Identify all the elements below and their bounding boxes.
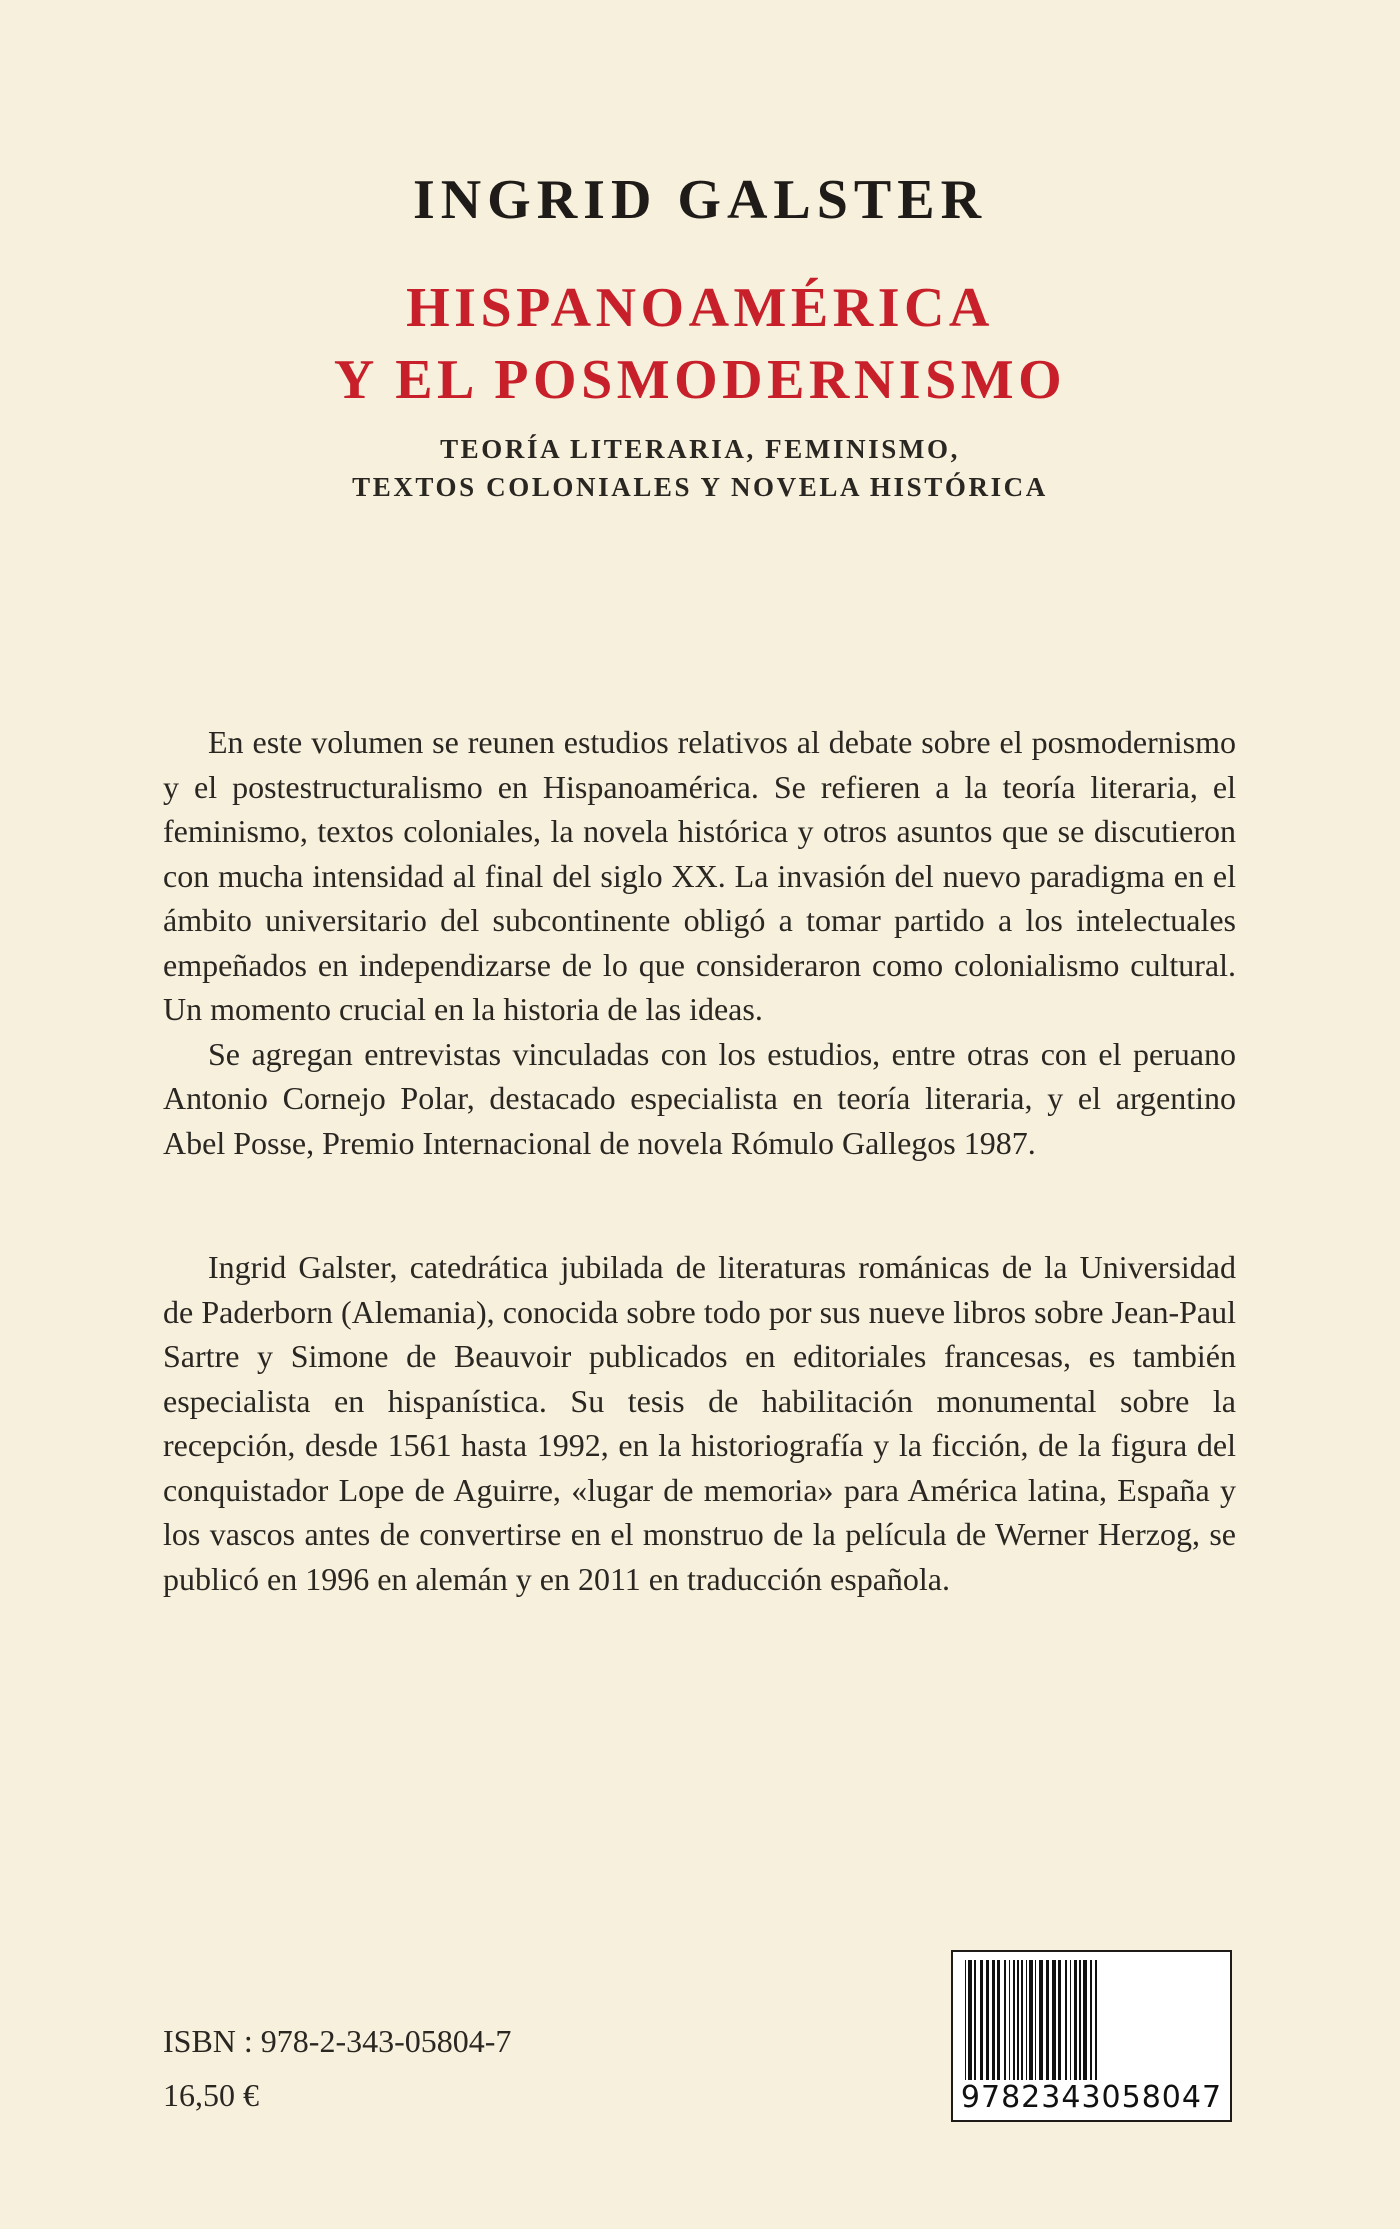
barcode-bar [1013, 1960, 1015, 2080]
barcode-bar [1004, 1960, 1006, 2080]
barcode-bar [1079, 1960, 1081, 2080]
barcode-bar [1017, 1960, 1019, 2080]
book-subtitle-line-1: TEORÍA LITERARIA, FEMINISMO, [440, 434, 960, 464]
barcode-bar [974, 1960, 976, 2080]
barcode-bar [1029, 1960, 1033, 2080]
barcode-bar [1046, 1960, 1049, 2080]
barcode-bar [1074, 1960, 1077, 2080]
barcode-bar [1035, 1960, 1036, 2080]
book-subtitle [0, 430, 1400, 506]
book-title-line-2: Y EL POSMODERNISMO [333, 349, 1067, 411]
barcode-bar [992, 1960, 995, 2080]
barcode-bars [963, 1960, 1221, 2080]
barcode-bar [997, 1960, 1000, 2080]
barcode-bar [1090, 1960, 1092, 2080]
barcode-bar [1039, 1960, 1043, 2080]
book-subtitle-line-2: TEXTOS COLONIALES Y NOVELA HISTÓRICA [352, 472, 1048, 502]
barcode-bar [968, 1960, 972, 2080]
blurb-paragraph-2: Se agregan entrevistas vinculadas con los estudios, entre otras con el peruano Antonio Cornejo Polar, destacado especialista en teoría literaria, y el argentino Abel Posse, Premio Internacional de novela Rómulo Gallegos 1987. [163, 1035, 1236, 1161]
barcode-bar [980, 1960, 983, 2080]
barcode-bar [1026, 1960, 1027, 2080]
barcode [951, 1950, 1232, 2122]
barcode-bar [1070, 1960, 1071, 2080]
barcode-bar [1052, 1960, 1056, 2080]
barcode-bar [1095, 1960, 1097, 2080]
author-name: INGRID GALSTER [412, 169, 988, 231]
barcode-bar [965, 1960, 966, 2080]
barcode-bar [1009, 1960, 1010, 2080]
barcode-bar [986, 1960, 989, 2080]
barcode-bar [1058, 1960, 1061, 2080]
barcode-digits: 9782343058047 [960, 2080, 1223, 2115]
barcode-bar [1065, 1960, 1067, 2080]
blurb-paragraph-1: En este volumen se reunen estudios relativos al debate sobre el posmodernismo y el postestructuralismo en Hispanoamérica. Se refieren a la teoría literaria, el feminismo, textos coloniales, la novela histórica y otros asuntos que se discutieron con mucha intensidad al final del siglo XX. La invasión del nuevo paradigma en el ámbito universitario del subcontinente obligó a tomar partido a los intelectuales empeñados en independizarse de lo que consideraron como colonialismo cultural. Un momento crucial en la historia de las ideas. [163, 724, 1236, 1027]
book-blurb [163, 720, 1236, 1165]
price-text: 16,50 € [163, 2077, 259, 2113]
barcode-bar [1021, 1960, 1023, 2080]
isbn-text: ISBN : 978-2-343-05804-7 [163, 2023, 512, 2059]
author-bio [163, 1245, 1236, 1601]
bio-paragraph: Ingrid Galster, catedrática jubilada de literaturas románicas de la Universidad de Paderborn (Alemania), conocida sobre todo por sus nueve libros sobre Jean-Paul Sartre y Simone de Beauvoir publicados en editoriales francesas, es también especialista en hispanística. Su tesis de habilitación monumental sobre la recepción, desde 1561 hasta 1992, en la historiografía y la ficción, de la figura del conquistador Lope de Aguirre, «lugar de memoria» para América latina, España y los vascos antes de convertirse en el monstruo de la película de Werner Herzog, se publicó en 1996 en alemán y en 2011 en traducción española. [163, 1249, 1236, 1597]
barcode-bar [1083, 1960, 1087, 2080]
book-title-line-1: HISPANOAMÉRICA [406, 277, 994, 339]
book-title [0, 272, 1400, 416]
